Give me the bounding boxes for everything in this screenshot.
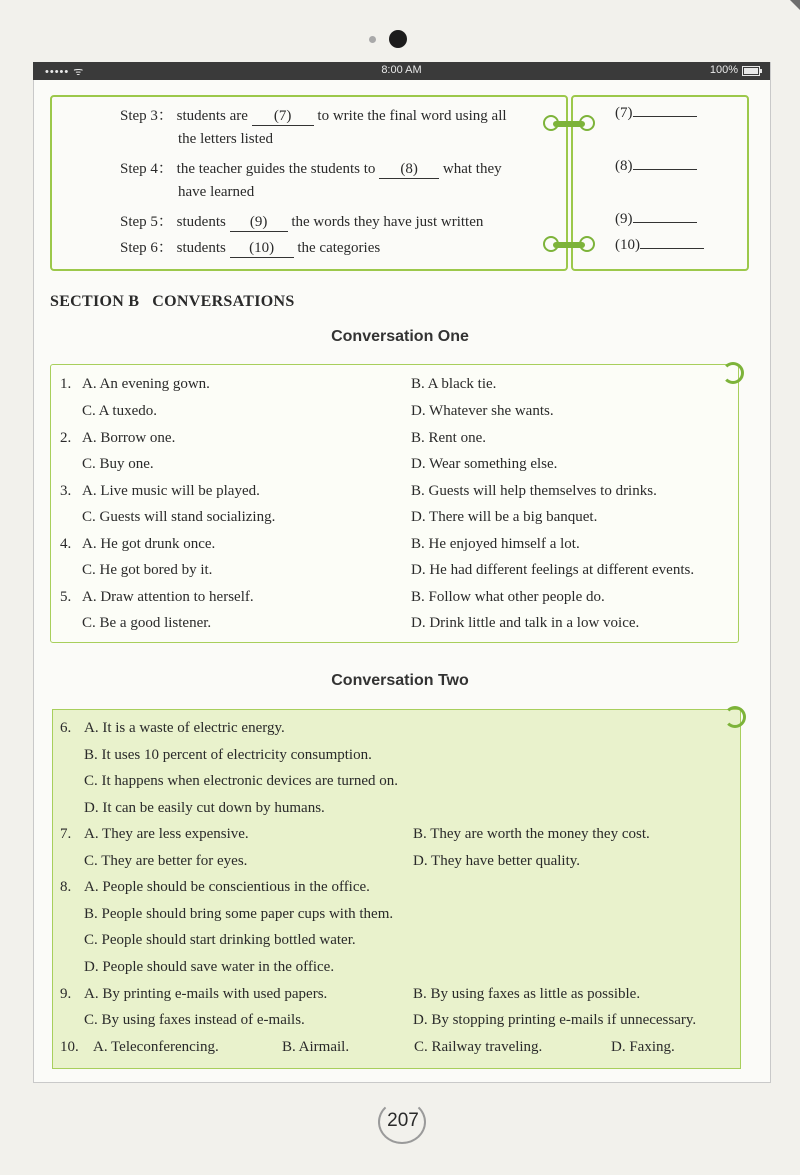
q10-option-a[interactable]: A. Teleconferencing.: [93, 1039, 219, 1055]
q2-option-a[interactable]: A. Borrow one.: [82, 430, 176, 446]
answer-9[interactable]: (9): [615, 210, 697, 228]
q5-option-c[interactable]: C. Be a good listener.: [82, 615, 212, 631]
battery-percent: 100%: [709, 64, 738, 76]
page-number: 207: [387, 1110, 419, 1131]
step-text: the teacher guides the students to: [176, 161, 376, 177]
step-blank[interactable]: (8): [379, 161, 439, 179]
q2-num: 2.: [60, 430, 72, 446]
q3-num: 3.: [60, 483, 72, 499]
q2-option-d[interactable]: D. Wear something else.: [411, 456, 558, 472]
q9-num: 9.: [60, 986, 72, 1002]
q1-option-a[interactable]: A. An evening gown.: [82, 376, 210, 392]
status-time: 8:00 AM: [381, 64, 422, 76]
page-corner-mark: [790, 0, 800, 10]
q1-option-b[interactable]: B. A black tie.: [411, 376, 497, 392]
q8-option-b[interactable]: B. People should bring some paper cups with them.: [84, 906, 394, 922]
q8-option-d[interactable]: D. People should save water in the office.: [84, 959, 335, 975]
q7-option-a[interactable]: A. They are less expensive.: [84, 826, 249, 842]
q2-option-c[interactable]: C. Buy one.: [82, 456, 154, 472]
step-blank[interactable]: (10): [230, 240, 294, 258]
section-title: SECTION B CONVERSATIONS: [50, 293, 295, 310]
q7-num: 7.: [60, 826, 72, 842]
q6-option-b[interactable]: B. It uses 10 percent of electricity consumption.: [84, 747, 372, 763]
q9-option-c[interactable]: C. By using faxes instead of e-mails.: [84, 1012, 305, 1028]
step-6: [120, 236, 380, 258]
q2-option-b[interactable]: B. Rent one.: [411, 430, 486, 446]
step-blank[interactable]: (7): [252, 108, 314, 126]
q7-option-d[interactable]: D. They have better quality.: [413, 853, 581, 869]
tablet-camera: [365, 30, 415, 50]
q6-num: 6.: [60, 720, 72, 736]
q7-option-b[interactable]: B. They are worth the money they cost.: [413, 826, 650, 842]
conversation-two-title: Conversation Two: [331, 672, 469, 689]
q10-option-d[interactable]: D. Faxing.: [611, 1039, 675, 1055]
step-4: [120, 157, 502, 179]
step-text: students are: [176, 108, 248, 124]
step-3: [120, 104, 507, 126]
step-label: Step 5：: [120, 214, 173, 230]
binder-clip-icon: [543, 114, 595, 134]
q6-option-a[interactable]: A. It is a waste of electric energy.: [84, 720, 285, 736]
q3-option-b[interactable]: B. Guests will help themselves to drinks.: [411, 483, 657, 499]
q10-option-b[interactable]: B. Airmail.: [282, 1039, 350, 1055]
q5-option-d[interactable]: D. Drink little and talk in a low voice.: [411, 615, 640, 631]
step-5: [120, 210, 483, 232]
swirl-icon: [722, 362, 744, 384]
step-text: students: [176, 240, 226, 256]
q6-option-d[interactable]: D. It can be easily cut down by humans.: [84, 800, 325, 816]
q1-num: 1.: [60, 376, 72, 392]
q9-option-b[interactable]: B. By using faxes as little as possible.: [413, 986, 641, 1002]
q3-option-d[interactable]: D. There will be a big banquet.: [411, 509, 598, 525]
signal-icon: ••••• ᯤ: [45, 66, 85, 78]
battery-icon: [742, 66, 760, 76]
q10-option-c[interactable]: C. Railway traveling.: [414, 1039, 543, 1055]
page-number-badge: [378, 1100, 428, 1144]
q1-option-c[interactable]: C. A tuxedo.: [82, 403, 158, 419]
camera-lens-icon: [389, 30, 407, 48]
q9-option-d[interactable]: D. By stopping printing e-mails if unnecessary.: [413, 1012, 697, 1028]
step-continuation: have learned: [178, 184, 255, 200]
q5-num: 5.: [60, 589, 72, 605]
q1-option-d[interactable]: D. Whatever she wants.: [411, 403, 554, 419]
q5-option-a[interactable]: A. Draw attention to herself.: [82, 589, 254, 605]
q3-option-c[interactable]: C. Guests will stand socializing.: [82, 509, 276, 525]
step-label: Step 3：: [120, 108, 173, 124]
conversation-one-title: Conversation One: [331, 328, 469, 345]
camera-sensor-icon: [369, 36, 376, 43]
q5-option-b[interactable]: B. Follow what other people do.: [411, 589, 605, 605]
step-text: the words they have just written: [291, 214, 484, 230]
step-label: Step 4：: [120, 161, 173, 177]
q3-option-a[interactable]: A. Live music will be played.: [82, 483, 260, 499]
step-label: Step 6：: [120, 240, 173, 256]
step-continuation: the letters listed: [178, 131, 273, 147]
q9-option-a[interactable]: A. By printing e-mails with used papers.: [84, 986, 328, 1002]
status-bar: [33, 62, 770, 80]
answer-8[interactable]: (8): [615, 157, 697, 175]
step-text: what they: [442, 161, 502, 177]
step-blank[interactable]: (9): [230, 214, 288, 232]
binder-clip-icon: [543, 235, 595, 255]
q4-num: 4.: [60, 536, 72, 552]
q4-option-c[interactable]: C. He got bored by it.: [82, 562, 213, 578]
q6-option-c[interactable]: C. It happens when electronic devices are turned on.: [84, 773, 399, 789]
q4-option-b[interactable]: B. He enjoyed himself a lot.: [411, 536, 580, 552]
q4-option-a[interactable]: A. He got drunk once.: [82, 536, 216, 552]
step-text: the categories: [297, 240, 381, 256]
swirl-icon: [724, 706, 746, 728]
answer-7[interactable]: (7): [615, 104, 697, 122]
q8-option-a[interactable]: A. People should be conscientious in the office.: [84, 879, 370, 895]
step-text: to write the final word using all: [317, 108, 507, 124]
q10-num: 10.: [60, 1039, 79, 1055]
step-text: students: [176, 214, 226, 230]
q8-option-c[interactable]: C. People should start drinking bottled water.: [84, 932, 356, 948]
q8-num: 8.: [60, 879, 72, 895]
q4-option-d[interactable]: D. He had different feelings at different events.: [411, 562, 695, 578]
q7-option-c[interactable]: C. They are better for eyes.: [84, 853, 248, 869]
answer-10[interactable]: (10): [615, 236, 704, 254]
